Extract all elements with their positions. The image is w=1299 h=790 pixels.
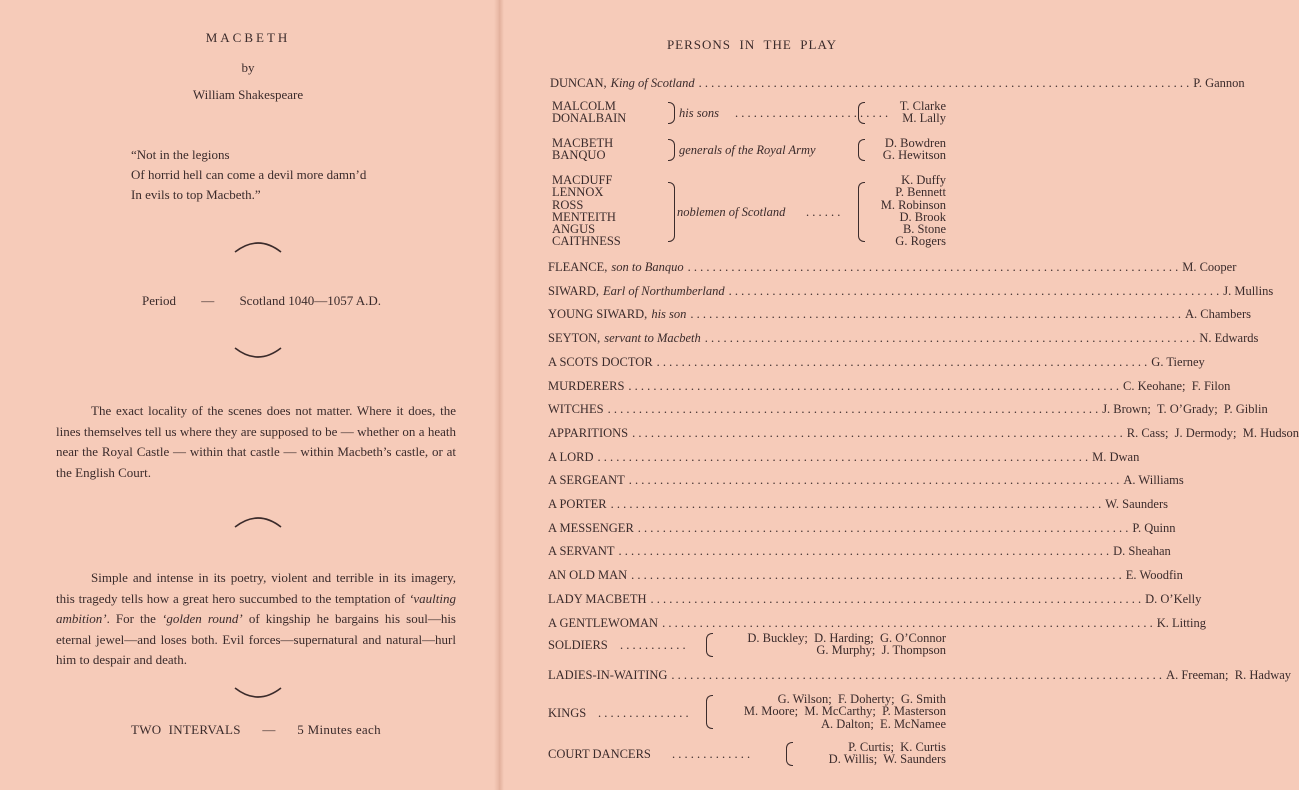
left-brace-icon xyxy=(858,102,865,124)
leader-dots xyxy=(651,592,1142,607)
character-desc: Earl of Northumberland xyxy=(603,283,725,298)
intervals-dash: — xyxy=(262,722,276,737)
actor-names-line: P. Curtis; K. Curtis xyxy=(848,740,946,754)
cast-group-sons xyxy=(552,100,946,126)
cast-row xyxy=(548,378,1231,394)
character-name: DONALBAIN xyxy=(552,111,627,126)
cast-row xyxy=(548,402,1268,417)
quote-line: Of horrid hell can come a devil more damn’d xyxy=(131,167,367,182)
ornament-arc-bottom-icon xyxy=(233,346,283,362)
actor-name: C. Keohane; F. Filon xyxy=(1123,378,1231,393)
left-brace-icon xyxy=(858,139,865,161)
actor-name: D. O’Kelly xyxy=(1145,591,1202,606)
cast-row xyxy=(548,591,1202,607)
right-brace-icon xyxy=(668,102,675,124)
cast-group-generals xyxy=(552,137,946,163)
actor-name: M. Robinson xyxy=(880,197,946,212)
cast-group-court-dancers xyxy=(548,741,946,767)
leader-dots: . . . . . . . . . . . . . . . . . . . . . . . . . xyxy=(735,106,889,120)
cast-group-noblemen xyxy=(552,174,946,250)
actor-name: J. Brown; T. O’Grady; P. Giblin xyxy=(1102,402,1268,417)
left-brace-icon xyxy=(858,182,865,242)
actor-name: B. Stone xyxy=(902,222,946,237)
character-name: A PORTER xyxy=(548,497,607,511)
character-name: MACBETH xyxy=(552,136,614,150)
synopsis-text: . For the xyxy=(106,611,163,626)
right-brace-icon xyxy=(668,139,675,161)
period-dash: — xyxy=(201,293,215,308)
actor-name: D. Sheahan xyxy=(1113,544,1171,559)
leader-dots xyxy=(638,521,1129,536)
leader-dots xyxy=(629,473,1120,488)
character-name: MENTEITH xyxy=(552,209,616,224)
synopsis-emphasis: ‘golden round’ xyxy=(162,611,243,626)
character-name: SEYTON, xyxy=(548,331,601,346)
character-name: MURDERERS xyxy=(548,378,625,393)
leader-dots xyxy=(690,307,1181,322)
actor-name: D. Brook xyxy=(899,209,946,224)
character-name: DUNCAN, xyxy=(550,76,607,90)
leader-dots xyxy=(729,284,1220,299)
leader-dots xyxy=(598,450,1089,465)
character-name: CAITHNESS xyxy=(552,234,621,249)
actor-name: W. Saunders xyxy=(1105,497,1168,511)
actor-name: P. Gannon xyxy=(1193,76,1245,90)
character-name: WITCHES xyxy=(548,402,604,417)
leader-dots xyxy=(688,260,1179,275)
synopsis-emphasis: ‘vaulting ambition’ xyxy=(56,590,456,626)
left-brace-icon xyxy=(706,633,713,657)
period-value: Scotland 1040—1057 A.D. xyxy=(239,293,382,308)
leader-dots xyxy=(611,497,1102,512)
actor-name: G. Rogers xyxy=(895,234,946,249)
actor-names-line: M. Moore; M. McCarthy; P. Masterson xyxy=(743,704,946,719)
character-desc: servant to Macbeth xyxy=(604,331,701,346)
actor-name: M. Dwan xyxy=(1092,449,1140,464)
leader-dots xyxy=(657,355,1148,370)
character-name: ROSS xyxy=(552,197,584,212)
ornament-arc-bottom-icon xyxy=(233,686,283,702)
cast-row xyxy=(548,260,1237,275)
actor-name: P. Quinn xyxy=(1132,520,1176,535)
character-desc: son to Banquo xyxy=(611,260,684,274)
character-name: A GENTLEWOMAN xyxy=(548,615,659,630)
actor-name: G. Tierney xyxy=(1151,354,1205,369)
cast-row xyxy=(548,668,1292,683)
play-title: MACBETH xyxy=(205,30,291,45)
leader-dots xyxy=(662,616,1153,631)
period-line xyxy=(142,293,381,309)
period-label: Period xyxy=(142,293,176,308)
character-name: SOLDIERS xyxy=(548,638,608,652)
synopsis-text: Simple and intense in its poetry, violent and terrible in its imagery, this tragedy tells how a great hero succumbed to the temptation of xyxy=(56,570,456,606)
quote xyxy=(131,145,366,205)
synopsis-paragraph xyxy=(56,568,456,671)
actor-names-line: G. Murphy; J. Thompson xyxy=(816,643,946,658)
actor-names-line: A. Dalton; E. McNamee xyxy=(821,716,946,731)
actor-name: E. Woodfin xyxy=(1125,568,1183,583)
character-desc: noblemen of Scotland xyxy=(677,205,786,219)
synopsis-text: of kingship he bargains his soul—his eternal jewel—and loses both. Evil forces—supernatural and natural—hurl him to despair and death. xyxy=(56,611,456,667)
cast-row xyxy=(548,520,1176,536)
actor-name: P. Bennett xyxy=(895,185,946,200)
intervals-label: TWO INTERVALS xyxy=(131,722,241,737)
cast-row xyxy=(548,283,1274,299)
character-name: YOUNG SIWARD, xyxy=(548,307,648,322)
cast-row xyxy=(548,331,1259,346)
cast-group-soldiers xyxy=(548,632,946,658)
left-brace-icon xyxy=(786,742,793,766)
actor-name: A. Freeman; R. Hadway xyxy=(1166,668,1292,682)
leader-dots xyxy=(632,426,1123,441)
leader-dots xyxy=(619,544,1110,559)
character-name: MALCOLM xyxy=(552,99,616,113)
character-name: LENNOX xyxy=(552,185,604,200)
actor-name: A. Williams xyxy=(1123,473,1184,488)
actor-name: A. Chambers xyxy=(1185,307,1251,322)
actor-name: K. Duffy xyxy=(901,173,946,187)
character-name: A SERVANT xyxy=(548,544,615,559)
actor-names-line: D. Buckley; D. Harding; G. O’Connor xyxy=(747,631,946,645)
character-name: AN OLD MAN xyxy=(548,568,628,583)
character-name: BANQUO xyxy=(552,148,606,163)
author-name: William Shakespeare xyxy=(192,87,304,102)
intervals-line xyxy=(131,722,381,738)
actor-name: R. Cass; J. Dermody; M. Hudson xyxy=(1126,425,1299,440)
character-name: ANGUS xyxy=(552,222,596,237)
leader-dots xyxy=(608,402,1099,417)
leader-dots xyxy=(671,668,1162,683)
by-line: by xyxy=(241,60,255,75)
cast-group-kings xyxy=(548,693,946,731)
character-name: FLEANCE, xyxy=(548,260,608,274)
character-name: A SERGEANT xyxy=(548,473,625,488)
right-brace-icon xyxy=(668,182,675,242)
character-name: COURT DANCERS xyxy=(548,747,651,761)
ornament-arc-top-icon xyxy=(233,513,283,529)
ornament-arc-top-icon xyxy=(233,238,283,254)
character-name: LADIES-IN-WAITING xyxy=(548,668,668,682)
actor-name: N. Edwards xyxy=(1199,331,1259,346)
quote-line: “Not in the legions xyxy=(131,147,230,162)
actor-name: M. Cooper xyxy=(1182,260,1237,274)
quote-line: In evils to top Macbeth.” xyxy=(131,187,261,202)
left-brace-icon xyxy=(706,695,713,729)
actor-name: T. Clarke xyxy=(899,99,946,113)
intervals-value: 5 Minutes each xyxy=(297,722,381,737)
actor-name: D. Bowdren xyxy=(884,136,946,150)
leader-dots: . . . . . . . . . . . . . xyxy=(672,747,751,761)
character-name: KINGS xyxy=(548,706,587,720)
character-name: MACDUFF xyxy=(552,173,613,187)
leader-dots xyxy=(705,331,1196,346)
actor-names-line: D. Willis; W. Saunders xyxy=(828,752,946,767)
actor-name: K. Litting xyxy=(1156,615,1206,630)
cast-row xyxy=(548,568,1183,583)
character-name: APPARITIONS xyxy=(548,425,629,440)
character-name: LADY MACBETH xyxy=(548,591,647,606)
leader-dots xyxy=(699,76,1190,91)
character-desc: King of Scotland xyxy=(610,76,695,90)
cast-row xyxy=(548,497,1168,512)
character-name: SIWARD, xyxy=(548,283,600,298)
cast-row xyxy=(550,76,1245,91)
leader-dots: . . . . . . xyxy=(806,205,841,219)
left-page xyxy=(0,0,496,790)
cast-row xyxy=(548,544,1171,559)
persons-title: PERSONS IN THE PLAY xyxy=(666,37,838,52)
actor-name: M. Lally xyxy=(902,111,946,126)
actor-names-line: G. Wilson; F. Doherty; G. Smith xyxy=(777,692,946,706)
leader-dots xyxy=(628,379,1119,394)
character-name: A MESSENGER xyxy=(548,520,634,535)
character-desc: his son xyxy=(651,307,687,322)
cast-row xyxy=(548,425,1299,441)
right-page xyxy=(504,0,1299,790)
character-name: A SCOTS DOCTOR xyxy=(548,354,653,369)
character-desc: his sons xyxy=(679,106,719,120)
cast-row xyxy=(548,449,1140,465)
cast-row xyxy=(548,473,1184,488)
cast-row xyxy=(548,354,1205,370)
cast-row xyxy=(548,307,1251,322)
leader-dots: . . . . . . . . . . . xyxy=(620,638,686,652)
character-name: A LORD xyxy=(548,449,594,464)
actor-name: J. Mullins xyxy=(1223,283,1274,298)
leader-dots: . . . . . . . . . . . . . . . xyxy=(598,706,689,720)
leader-dots xyxy=(631,568,1122,583)
cast-row xyxy=(548,615,1206,631)
locality-paragraph: The exact locality of the scenes does not matter. Where it does, the lines themselves tell us where they are supposed to be — whether on a heath near the Royal Castle — within that castle — within Macbeth’s castle, or at the English Court. xyxy=(56,403,456,480)
character-desc: generals of the Royal Army xyxy=(679,143,816,157)
actor-name: G. Hewitson xyxy=(882,148,946,163)
